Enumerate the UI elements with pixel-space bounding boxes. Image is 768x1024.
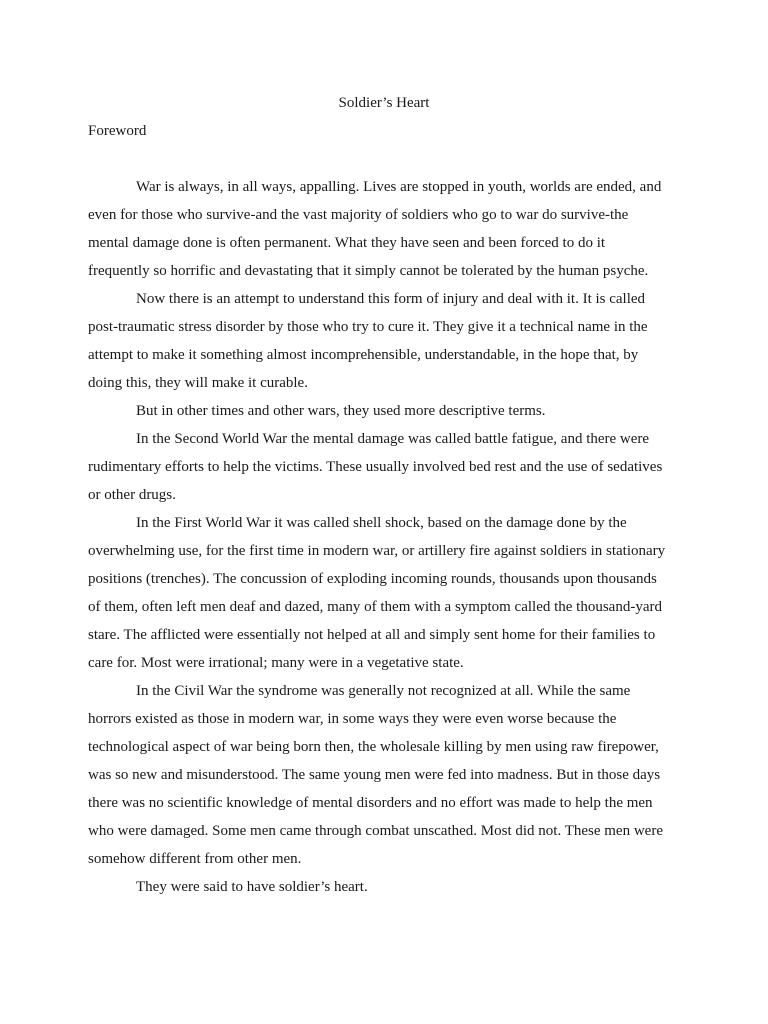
paragraph: But in other times and other wars, they used more descriptive terms. (136, 403, 546, 419)
paragraph: They were said to have soldier’s heart. (136, 879, 368, 895)
paragraph: In the First World War it was called shell shock, based on the damage done by the overwhelming use, for the first time in modern war, or artillery fire against soldiers in stationary positions (trenches). The concussion of exploding incoming rounds, thousands upon thousands of them, often left men deaf and dazed, many of them with a symptom called the thousand-yard stare. The afflicted were essentially not helped at all and simply sent home for their families to care for. Most were irrational; many were in a vegetative state. (88, 515, 666, 671)
document-title: Soldier’s Heart (338, 95, 430, 111)
paragraph: War is always, in all ways, appalling. Lives are stopped in youth, worlds are ended, and even for those who survive-and the vast majority of soldiers who go to war do survive-the mental damage done is often permanent. What they have seen and been forced to do it frequently so horrific and devastating that it simply cannot be tolerated by the human psyche. (88, 179, 662, 279)
paragraph: In the Second World War the mental damage was called battle fatigue, and there were rudimentary efforts to help the victims. These usually involved bed rest and the use of sedatives or other drugs. (88, 431, 663, 503)
paragraph: Now there is an attempt to understand this form of injury and deal with it. It is called post-traumatic stress disorder by those who try to cure it. They give it a technical name in the attempt to make it something almost incomprehensible, understandable, in the hope that, by doing this, they will make it curable. (88, 291, 648, 391)
paragraph: In the Civil War the syndrome was generally not recognized at all. While the same horrors existed as those in modern war, in some ways they were even worse because the technological aspect of war being born then, the wholesale killing by men using raw firepower, was so new and misunderstood. The same young men were fed into madness. But in those days there was no scientific knowledge of mental disorders and no effort was made to help the men who were damaged. Some men came through combat unscathed. Most did not. These men were somehow different from other men. (88, 683, 663, 867)
foreword-body (88, 173, 670, 901)
section-heading-foreword: Foreword (88, 123, 147, 139)
